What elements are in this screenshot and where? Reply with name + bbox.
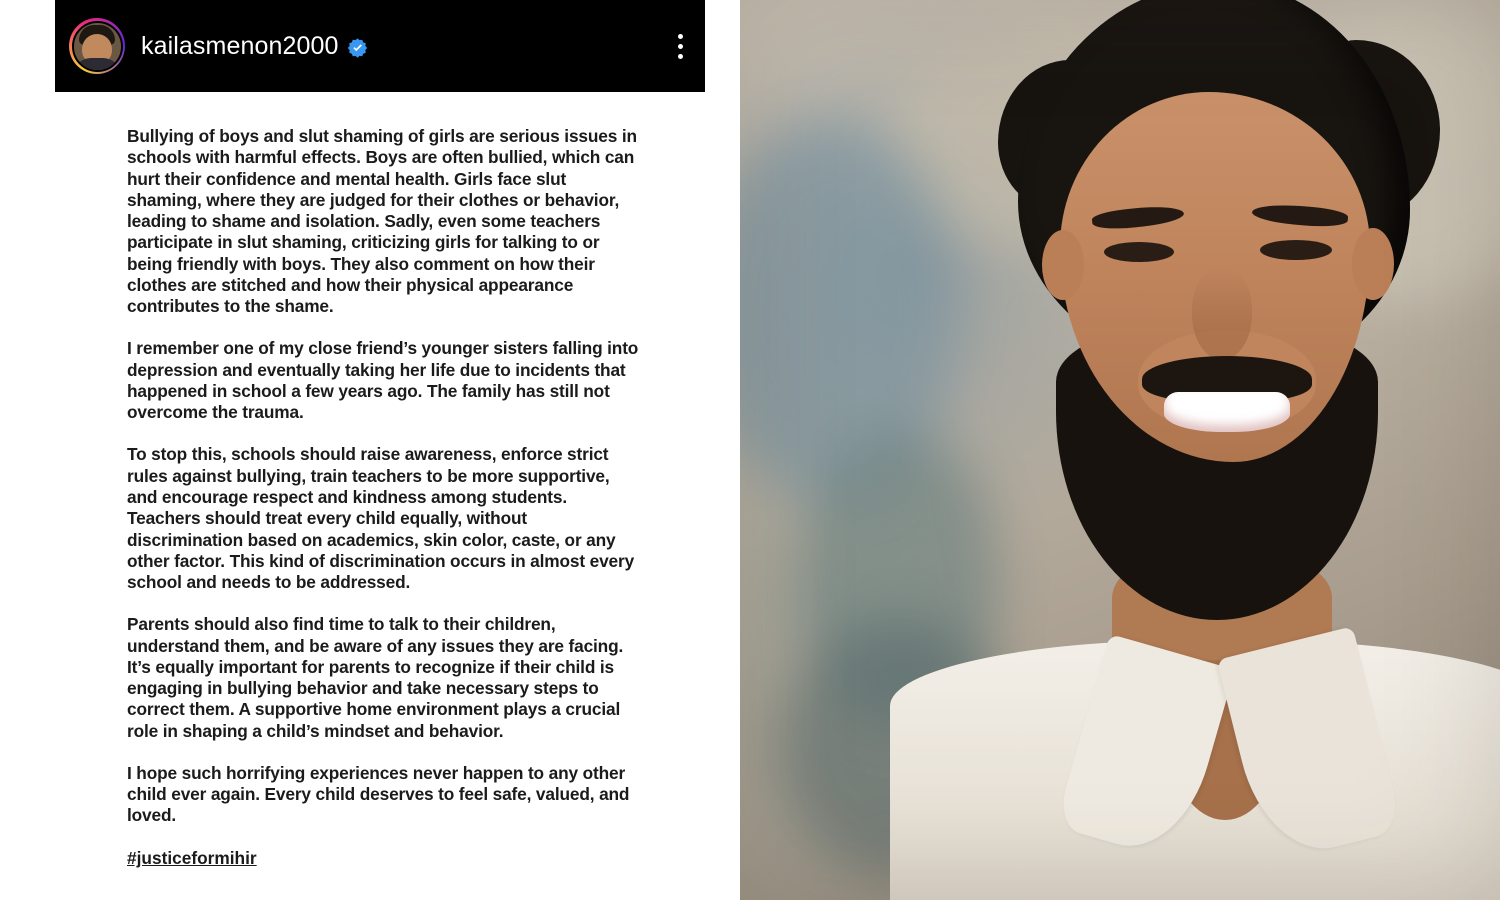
eye-shape: [1260, 240, 1332, 260]
post-paragraph: I remember one of my close friend’s younger sisters falling into depression and eventually taking her life due to incidents that happened in school a few years ago. The family has still not overcome the trauma.: [127, 338, 639, 423]
dot: [678, 34, 683, 39]
nose-shape: [1192, 268, 1252, 360]
mouth-shape: [1164, 392, 1290, 432]
instagram-post-pane: [0, 0, 740, 900]
post-paragraph: I hope such horrifying experiences never happen to any other child ever again. Every child deserves to feel safe, valued, and loved.: [127, 762, 630, 826]
post-paragraph: Bullying of boys and slut shaming of girls are serious issues in schools with harmful effects. Boys are often bullied, which can hurt their confidence and mental health. Girls face slut shaming, where they are judged for their clothes or behavior, leading to shame and isolation. Sadly, even some teachers participate in slut shaming, criticizing girls for talking to or being friendly with boys. They also comment on how their clothes are stitched and how their physical appearance contributes to the shame.: [127, 126, 637, 317]
portrait-photo: [740, 0, 1500, 900]
verified-badge-icon: [347, 37, 368, 58]
ear-shape: [1042, 230, 1084, 300]
dot: [678, 54, 683, 59]
avatar[interactable]: [69, 18, 125, 74]
post-header: [55, 0, 705, 92]
avatar-image: [72, 21, 123, 72]
hashtag-link[interactable]: #justiceformihir: [127, 847, 257, 868]
more-options-icon[interactable]: [677, 34, 683, 59]
instagram-post-card: [55, 0, 705, 900]
post-username[interactable]: kailasmenon2000: [141, 31, 339, 60]
avatar-body-shape: [73, 58, 121, 72]
post-paragraph: Parents should also find time to talk to their children, understand them, and be aware of any issues they are facing. It’s equally important for parents to recognize if their child is engaging in bullying behavior and take necessary steps to correct them. A supportive home environment plays a crucial role in shaping a child’s mindset and behavior.: [127, 614, 624, 741]
dot: [678, 44, 683, 49]
eye-shape: [1104, 242, 1174, 262]
post-paragraph: To stop this, schools should raise awareness, enforce strict rules against bullying, train teachers to be more supportive, and encourage respect and kindness among students. Teachers should treat every child equally, without discrimination based on academics, skin color, caste, or any other factor. This kind of discrimination occurs in almost every school and needs to be addressed.: [127, 444, 635, 593]
post-body: [55, 92, 705, 879]
ear-shape: [1352, 228, 1394, 300]
